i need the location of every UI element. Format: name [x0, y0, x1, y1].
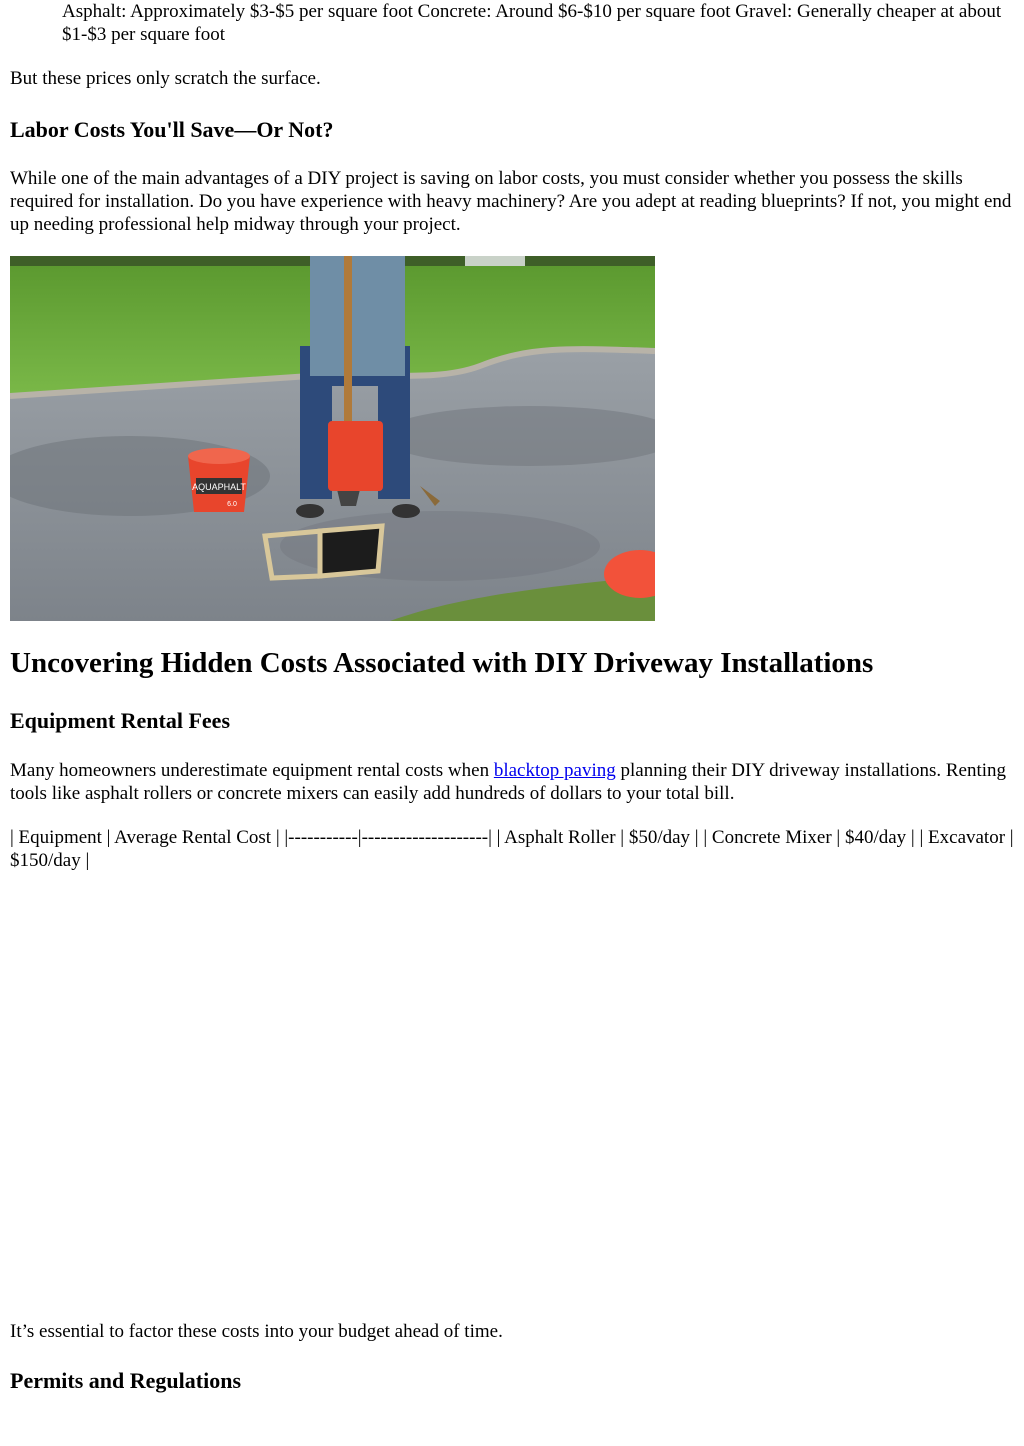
bucket-label: AQUAPHALT — [192, 482, 246, 492]
rental-cost-table-text: | Equipment | Average Rental Cost | |-----------|--------------------| | Asphalt Roller | $50/day | | Concrete Mixer | $40/day | | Excavator | $150/day | — [10, 827, 1014, 871]
intro-bullet: Asphalt: Approximately $3-$5 per square foot Concrete: Around $6-$10 per square foot Gravel: Generally cheaper at about $1-$3 per square foot — [62, 1, 1002, 45]
surface-note: But these prices only scratch the surface. — [10, 68, 321, 89]
equipment-heading: Equipment Rental Fees — [10, 708, 230, 733]
budget-note: It’s essential to factor these costs into your budget ahead of time. — [10, 1321, 503, 1342]
labor-heading: Labor Costs You'll Save—Or Not? — [10, 117, 334, 142]
blacktop-paving-link[interactable]: blacktop paving — [493, 760, 616, 781]
permits-heading: Permits and Regulations — [10, 1368, 241, 1393]
equipment-body-end: planning their DIY driveway installations. Renting tools like asphalt rollers or concrete mixers can easily add hundreds of dollars to your total bill. — [10, 760, 1007, 804]
equipment-body — [10, 759, 1014, 805]
hidden-costs-heading: Uncovering Hidden Costs Associated with DIY Driveway Installations — [10, 647, 874, 679]
bucket-sub-label: 6.0 — [227, 501, 237, 508]
driveway-photo — [10, 256, 655, 621]
equipment-body-start: Many homeowners underestimate equipment rental costs when — [10, 760, 494, 781]
labor-body: While one of the main advantages of a DIY project is saving on labor costs, you must consider whether you possess the skills required for installation. Do you have experience with heavy machinery? Are you adept at reading blueprints? If not, you might end up needing professional help midway through your project. — [10, 168, 1012, 235]
